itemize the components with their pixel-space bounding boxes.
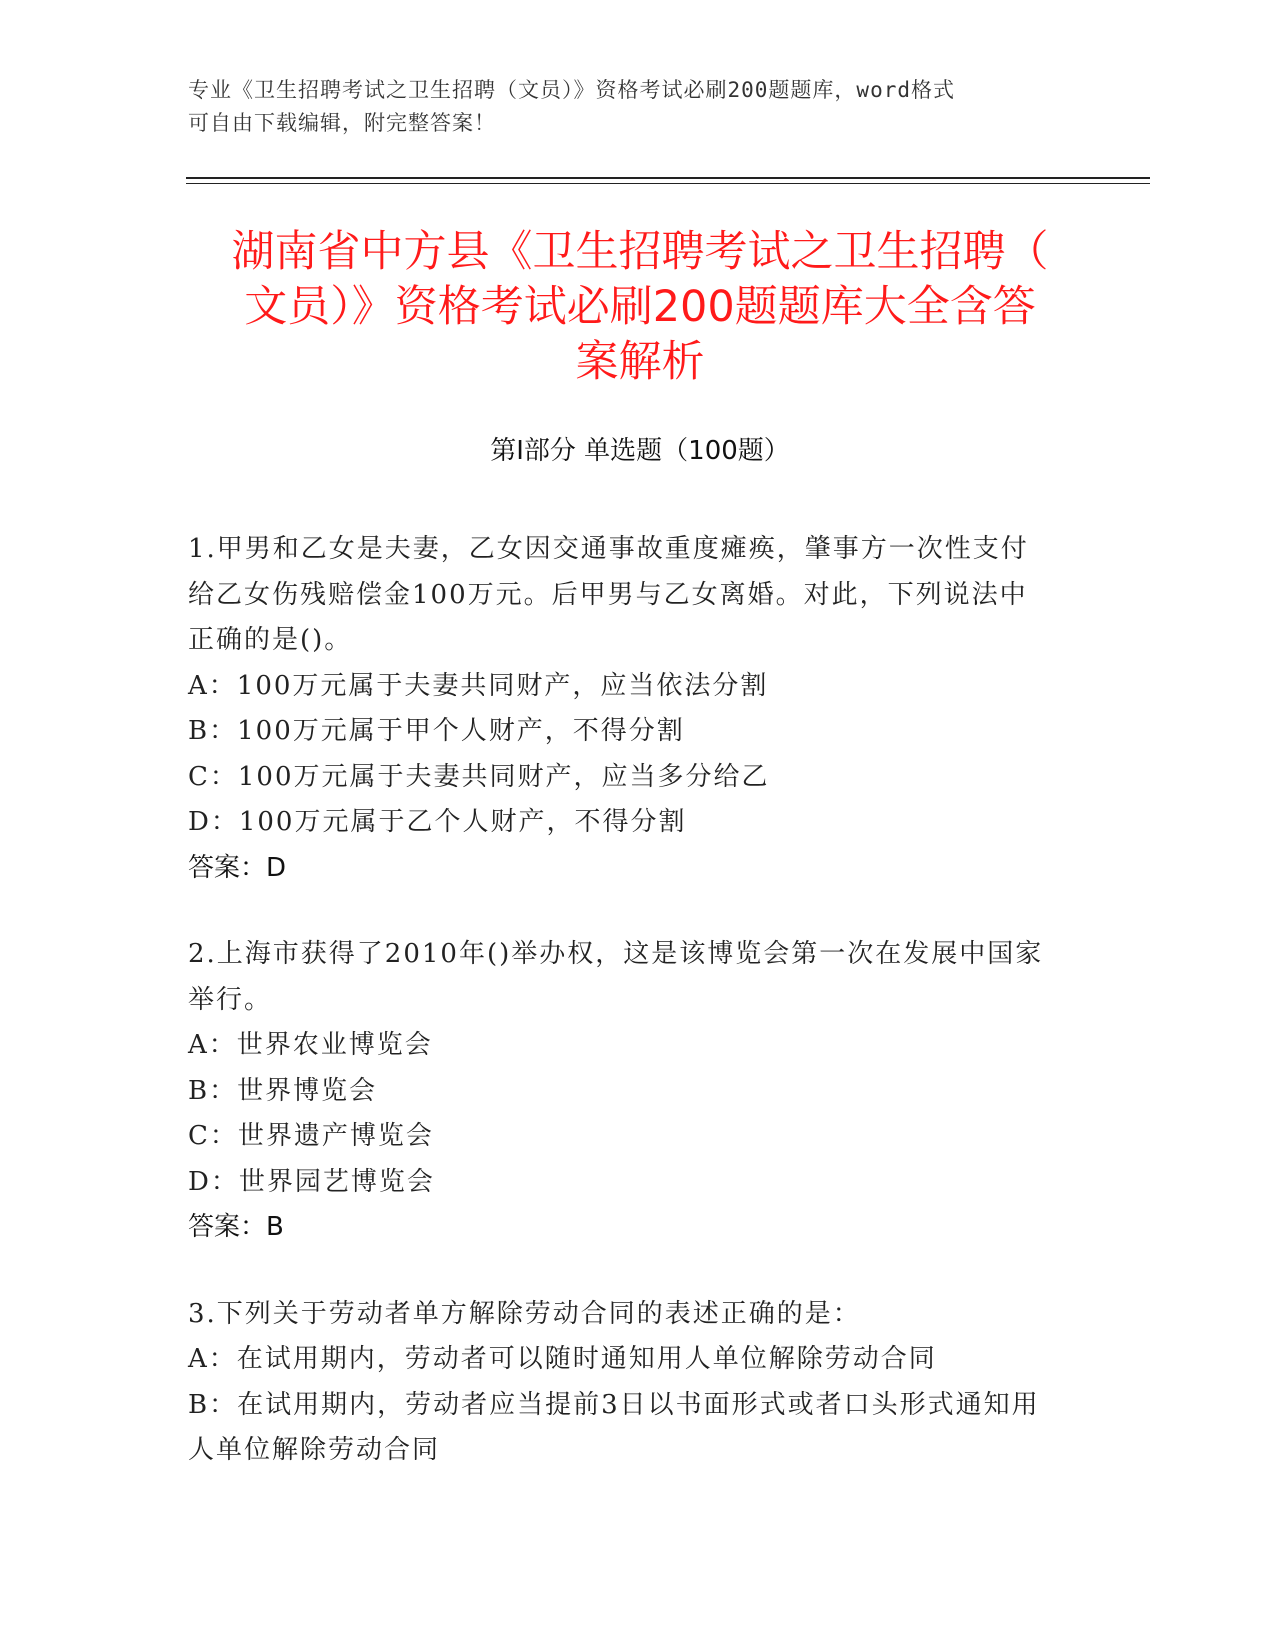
question-1 [188, 527, 1088, 891]
answer: 答案：D [188, 852, 287, 883]
question-3 [188, 1292, 1088, 1474]
option-c: C：100万元属于夫妻共同财产，应当多分给乙 [188, 761, 770, 792]
option-a: A：世界农业博览会 [188, 1030, 433, 1060]
question-stem-line: 举行。 [188, 984, 273, 1015]
document-title-line-1: 湖南省中方县《卫生招聘考试之卫生招聘（ [231, 227, 1049, 277]
option-b: B：在试用期内，劳动者应当提前3日以书面形式或者口头形式通知用 [188, 1389, 1040, 1420]
question-stem-line: 2.上海市获得了2010年()举办权，这是该博览会第一次在发展中国家 [188, 939, 1044, 969]
header-note [188, 74, 1068, 140]
answer: 答案：B [188, 1212, 284, 1242]
option-b: B：世界博览会 [188, 1075, 378, 1106]
option-a: A：在试用期内，劳动者可以随时通知用人单位解除劳动合同 [188, 1344, 937, 1374]
question-stem-line: 正确的是()。 [188, 625, 353, 655]
header-rule-thin [186, 183, 1150, 184]
header-rule-thick [186, 177, 1150, 179]
question-2 [188, 932, 1088, 1251]
option-b: B：100万元属于甲个人财产，不得分割 [188, 716, 685, 746]
question-list [188, 527, 1088, 1515]
question-stem-line: 给乙女伤残赔偿金100万元。后甲男与乙女离婚。对此，下列说法中 [188, 579, 1028, 610]
document-title-line-3: 案解析 [575, 337, 705, 387]
question-stem-line: 1.甲男和乙女是夫妻，乙女因交通事故重度瘫痪，肇事方一次性支付 [188, 534, 1029, 564]
document-title [190, 225, 1090, 390]
question-stem-line: 3.下列关于劳动者单方解除劳动合同的表述正确的是： [188, 1298, 861, 1329]
document-title-line-2: 文员）》资格考试必刷200题题库大全含答 [244, 282, 1036, 332]
option-c: C：世界遗产博览会 [188, 1121, 434, 1151]
option-b-continued: 人单位解除劳动合同 [188, 1435, 441, 1465]
section-heading: 第Ⅰ部分 单选题（100题） [490, 436, 790, 466]
option-d: D：100万元属于乙个人财产，不得分割 [188, 807, 687, 837]
option-d: D：世界园艺博览会 [188, 1166, 435, 1197]
header-note-line-2: 可自由下载编辑，附完整答案！ [188, 111, 496, 135]
header-note-line-1: 专业《卫生招聘考试之卫生招聘（文员）》资格考试必刷200题题库，word格式 [188, 78, 955, 102]
option-a: A：100万元属于夫妻共同财产，应当依法分割 [188, 670, 769, 701]
